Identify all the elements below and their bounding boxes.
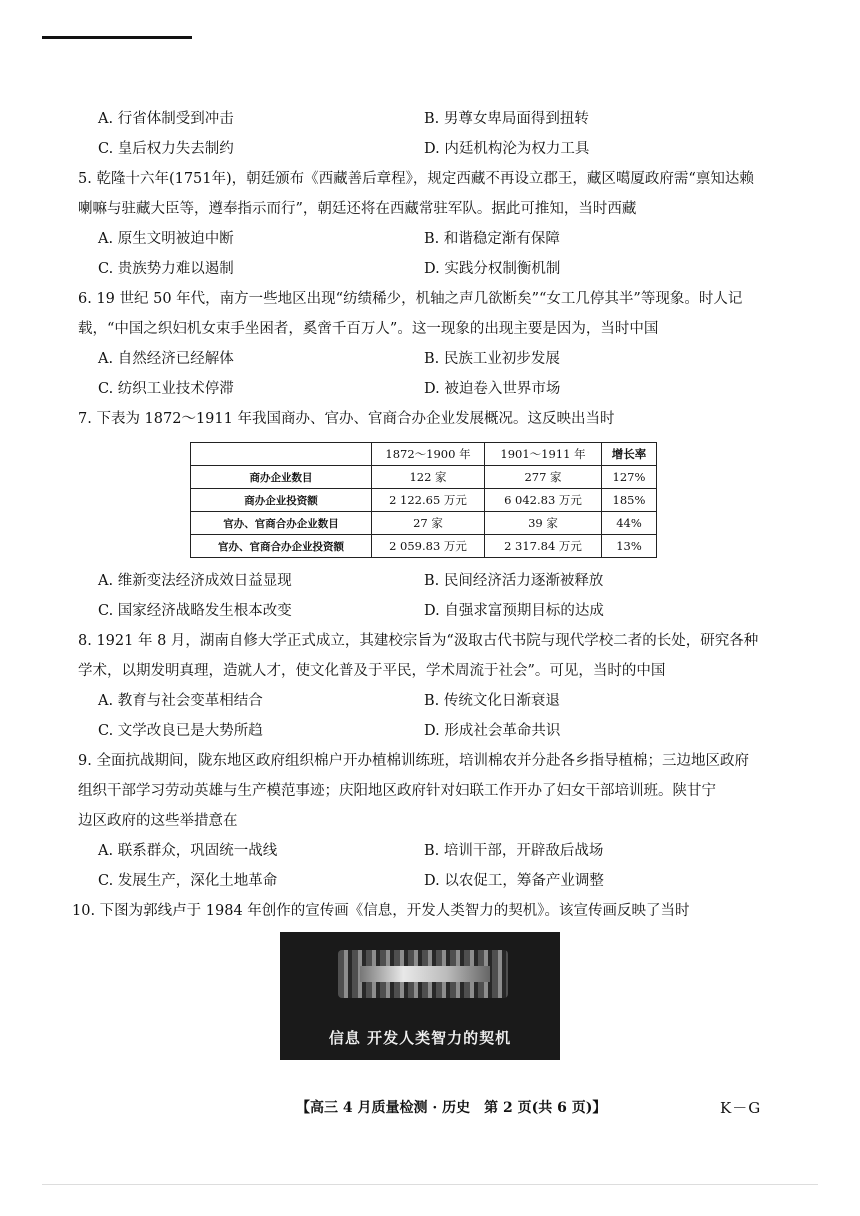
paper-code: K－G	[720, 1099, 762, 1117]
enterprise-table	[190, 442, 657, 558]
question-stem: 10. 下图为郭线卢于 1984 年创作的宣传画《信息，开发人类智力的契机》。该宣传画反映了当时	[72, 903, 690, 919]
table-cell: 127%	[602, 466, 657, 489]
question-stem: 喇嘛与驻藏大臣等，遵奉指示而行”，朝廷还将在西藏常驻军队。据此可推知，当时西藏	[78, 201, 637, 217]
table-row-label: 商办企业数目	[191, 466, 372, 489]
table-row	[191, 466, 657, 489]
table-row	[191, 535, 657, 558]
option-b: B. 男尊女卑局面得到扭转	[424, 111, 589, 127]
table-row	[191, 512, 657, 535]
table-cell: 44%	[602, 512, 657, 535]
option-a: A. 维新变法经济成效日益显现	[98, 573, 292, 589]
option-a: A. 行省体制受到冲击	[98, 111, 234, 127]
exam-page	[72, 104, 782, 1060]
table-cell: 13%	[602, 535, 657, 558]
top-rule	[42, 36, 192, 39]
option-a: A. 教育与社会变革相结合	[98, 693, 263, 709]
table-cell: 185%	[602, 489, 657, 512]
option-c: C. 文学改良已是大势所趋	[98, 723, 263, 739]
option-a: A. 自然经济已经解体	[98, 351, 234, 367]
table-cell: 39 家	[485, 512, 602, 535]
table-row-label: 官办、官商合办企业投资额	[191, 535, 372, 558]
question-stem: 组织干部学习劳动英雄与生产模范事迹；庆阳地区政府针对妇联工作开办了妇女干部培训班。陕甘宁	[78, 783, 716, 799]
option-c: C. 国家经济战略发生根本改变	[98, 603, 292, 619]
option-d: D. 形成社会革命共识	[424, 723, 561, 739]
table-cell: 27 家	[372, 512, 485, 535]
question-5	[78, 164, 782, 284]
footer-text: 【高三 4 月质量检测 · 历史 第 2 页(共 6 页)】	[296, 1100, 607, 1116]
option-c: C. 发展生产，深化土地革命	[98, 873, 278, 889]
question-7	[78, 404, 782, 626]
table-row-label: 商办企业投资额	[191, 489, 372, 512]
question-8	[78, 626, 782, 746]
option-d: D. 自强求富预期目标的达成	[424, 603, 604, 619]
option-b: B. 和谐稳定渐有保障	[424, 231, 560, 247]
question-9	[78, 746, 782, 896]
question-6	[78, 284, 782, 404]
question-stem: 9. 全面抗战期间，陇东地区政府组织棉户开办植棉训练班，培训棉农并分赴各乡指导植棉；三边地区政府	[78, 753, 749, 769]
table-header-cell: 增长率	[602, 443, 657, 466]
table-header-row	[191, 443, 657, 466]
table-cell: 2 317.84 万元	[485, 535, 602, 558]
bottom-rule	[42, 1184, 818, 1185]
question-stem: 学术，以期发明真理，造就人才，使文化普及于平民，学术周流于社会”。可见，当时的中国	[78, 663, 666, 679]
table-cell: 2 122.65 万元	[372, 489, 485, 512]
option-b: B. 民间经济活力逐渐被释放	[424, 573, 604, 589]
option-b: B. 传统文化日渐衰退	[424, 693, 560, 709]
option-c: C. 皇后权力失去制约	[98, 141, 234, 157]
question-stem: 5. 乾隆十六年(1751年)，朝廷颁布《西藏善后章程》，规定西藏不再设立郡王，藏区噶厦政府需“禀知达赖	[78, 171, 754, 187]
poster-highlight	[360, 966, 490, 982]
option-d: D. 内廷机构沦为权力工具	[424, 141, 590, 157]
table-header-cell: 1901～1911 年	[485, 443, 602, 466]
table-header-cell: 1872～1900 年	[372, 443, 485, 466]
table-row	[191, 489, 657, 512]
table-row-label: 官办、官商合办企业数目	[191, 512, 372, 535]
option-d: D. 被迫卷入世界市场	[424, 381, 561, 397]
option-a: A. 联系群众，巩固统一战线	[98, 843, 278, 859]
question-4	[82, 104, 782, 164]
option-d: D. 以农促工，筹备产业调整	[424, 873, 604, 889]
question-stem: 载，“中国之织妇机女束手坐困者，奚啻千百万人”。这一现象的出现主要是因为，当时中国	[78, 321, 659, 337]
option-c: C. 贵族势力难以遏制	[98, 261, 234, 277]
table-cell: 2 059.83 万元	[372, 535, 485, 558]
question-stem: 7. 下表为 1872～1911 年我国商办、官办、官商合办企业发展概况。这反映出当时	[78, 411, 615, 427]
option-c: C. 纺织工业技术停滞	[98, 381, 234, 397]
question-stem: 边区政府的这些举措意在	[78, 813, 238, 829]
table-cell: 6 042.83 万元	[485, 489, 602, 512]
option-b: B. 培训干部，开辟敌后战场	[424, 843, 604, 859]
option-b: B. 民族工业初步发展	[424, 351, 560, 367]
poster-caption: 信息 开发人类智力的契机	[328, 1029, 512, 1047]
propaganda-poster	[280, 932, 560, 1060]
question-stem: 6. 19 世纪 50 年代，南方一些地区出现“纺绩稀少，机轴之声几欲断矣”“女工几停其半”等现象。时人记	[78, 291, 743, 307]
table-header-cell	[191, 443, 372, 466]
page-footer	[0, 1098, 860, 1118]
table-cell: 122 家	[372, 466, 485, 489]
question-stem: 8. 1921 年 8 月，湖南自修大学正式成立，其建校宗旨为“汲取古代书院与现代学校二者的长处，研究各种	[78, 633, 759, 649]
question-10	[72, 896, 782, 1060]
option-d: D. 实践分权制衡机制	[424, 261, 561, 277]
option-a: A. 原生文明被迫中断	[98, 231, 234, 247]
table-cell: 277 家	[485, 466, 602, 489]
